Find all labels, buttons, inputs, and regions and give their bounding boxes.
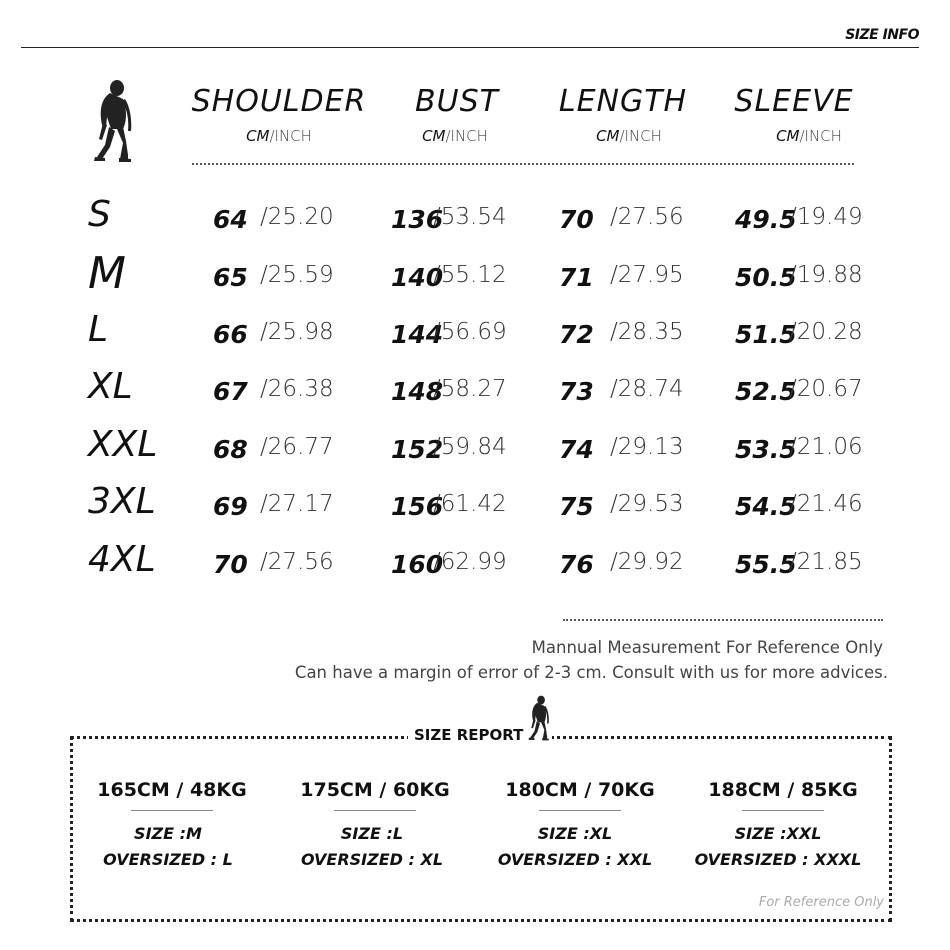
length-cm: 72: [559, 320, 594, 349]
bust-inch: /62.99: [433, 549, 507, 575]
sleeve-cm: 55.5: [735, 550, 797, 579]
length-cm: 74: [559, 435, 594, 464]
report-height-weight: 165CM / 48KG: [97, 779, 247, 801]
shoulder-inch: /25.59: [260, 262, 334, 288]
bust-inch: /58.27: [433, 376, 507, 402]
bust-inch: /56.69: [433, 319, 507, 345]
sleeve-inch: /20.28: [789, 319, 863, 345]
length-inch: /28.74: [610, 376, 684, 402]
bust-inch: /55.12: [433, 262, 507, 288]
report-oversized: OVERSIZED : XL: [300, 850, 444, 869]
unit-shoulder: CM/INCH: [246, 127, 312, 145]
length-inch: /29.92: [610, 549, 684, 575]
length-inch: /29.53: [610, 491, 684, 517]
sleeve-inch: /21.85: [789, 549, 863, 575]
header-dotted-divider: [192, 163, 854, 165]
shoulder-inch: /26.77: [260, 434, 334, 460]
report-size: SIZE :XXL: [734, 824, 822, 843]
sleeve-inch: /19.88: [789, 262, 863, 288]
margin-note: Can have a margin of error of 2-3 cm. Consult with us for more advices.: [294, 663, 888, 682]
shoulder-inch: /26.38: [260, 376, 334, 402]
length-inch: /27.56: [610, 204, 684, 230]
shoulder-cm: 69: [213, 492, 248, 521]
shoulder-cm: 67: [213, 377, 248, 406]
bust-cm: 156: [391, 492, 444, 521]
size-label: M: [88, 248, 126, 299]
length-inch: /27.95: [610, 262, 684, 288]
shoulder-inch: /27.56: [260, 549, 334, 575]
size-label: XL: [88, 366, 133, 407]
header-divider: [21, 47, 919, 48]
size-info-title: SIZE INFO: [845, 27, 919, 43]
report-height-weight: 188CM / 85KG: [708, 779, 858, 801]
length-cm: 75: [559, 492, 594, 521]
bust-inch: /53.54: [433, 204, 507, 230]
sleeve-inch: /21.06: [789, 434, 863, 460]
report-rule: [334, 810, 416, 811]
ape-figure-icon: [528, 694, 552, 742]
report-height-weight: 180CM / 70KG: [505, 779, 655, 801]
bust-cm: 144: [391, 320, 444, 349]
size-report-title: SIZE REPORT: [408, 726, 529, 744]
size-label: XXL: [88, 424, 158, 465]
bust-inch: /61.42: [433, 491, 507, 517]
measurement-note: Mannual Measurement For Reference Only: [531, 638, 883, 657]
bust-cm: 140: [391, 263, 444, 292]
bust-cm: 148: [391, 377, 444, 406]
column-header-bust: BUST: [415, 84, 499, 119]
report-oversized: OVERSIZED : XXXL: [694, 850, 862, 869]
report-size: SIZE :M: [134, 824, 202, 843]
ape-figure-icon: [93, 79, 137, 163]
shoulder-cm: 66: [213, 320, 248, 349]
report-oversized: OVERSIZED : L: [103, 850, 233, 869]
shoulder-cm: 64: [213, 205, 248, 234]
notes-dotted-divider: [563, 619, 883, 621]
column-header-length: LENGTH: [558, 84, 688, 119]
sleeve-cm: 49.5: [735, 205, 797, 234]
sleeve-inch: /21.46: [789, 491, 863, 517]
sleeve-cm: 50.5: [735, 263, 797, 292]
unit-length: CM/INCH: [596, 127, 662, 145]
report-size: SIZE :XL: [537, 824, 613, 843]
report-oversized: OVERSIZED : XXL: [497, 850, 653, 869]
bust-cm: 152: [391, 435, 444, 464]
report-size: SIZE :L: [340, 824, 404, 843]
length-cm: 76: [559, 550, 594, 579]
length-cm: 70: [559, 205, 594, 234]
sleeve-cm: 52.5: [735, 377, 797, 406]
report-rule: [539, 810, 621, 811]
report-rule: [742, 810, 824, 811]
length-inch: /29.13: [610, 434, 684, 460]
unit-sleeve: CM/INCH: [776, 127, 842, 145]
size-label: S: [88, 194, 111, 235]
bust-cm: 160: [391, 550, 444, 579]
shoulder-cm: 65: [213, 263, 248, 292]
sleeve-inch: /20.67: [789, 376, 863, 402]
length-inch: /28.35: [610, 319, 684, 345]
sleeve-cm: 53.5: [735, 435, 797, 464]
report-rule: [131, 810, 213, 811]
shoulder-inch: /25.20: [260, 204, 334, 230]
size-label: 3XL: [88, 481, 156, 522]
size-label: L: [88, 309, 109, 350]
reference-footnote: For Reference Only: [758, 895, 884, 910]
column-header-sleeve: SLEEVE: [734, 84, 854, 119]
bust-cm: 136: [391, 205, 444, 234]
shoulder-cm: 70: [213, 550, 248, 579]
shoulder-inch: /27.17: [260, 491, 334, 517]
sleeve-cm: 51.5: [735, 320, 797, 349]
sleeve-inch: /19.49: [789, 204, 863, 230]
size-label: 4XL: [88, 539, 156, 580]
bust-inch: /59.84: [433, 434, 507, 460]
column-header-shoulder: SHOULDER: [191, 84, 367, 119]
shoulder-cm: 68: [213, 435, 248, 464]
length-cm: 73: [559, 377, 594, 406]
length-cm: 71: [559, 263, 594, 292]
shoulder-inch: /25.98: [260, 319, 334, 345]
unit-bust: CM/INCH: [422, 127, 488, 145]
report-height-weight: 175CM / 60KG: [300, 779, 450, 801]
sleeve-cm: 54.5: [735, 492, 797, 521]
